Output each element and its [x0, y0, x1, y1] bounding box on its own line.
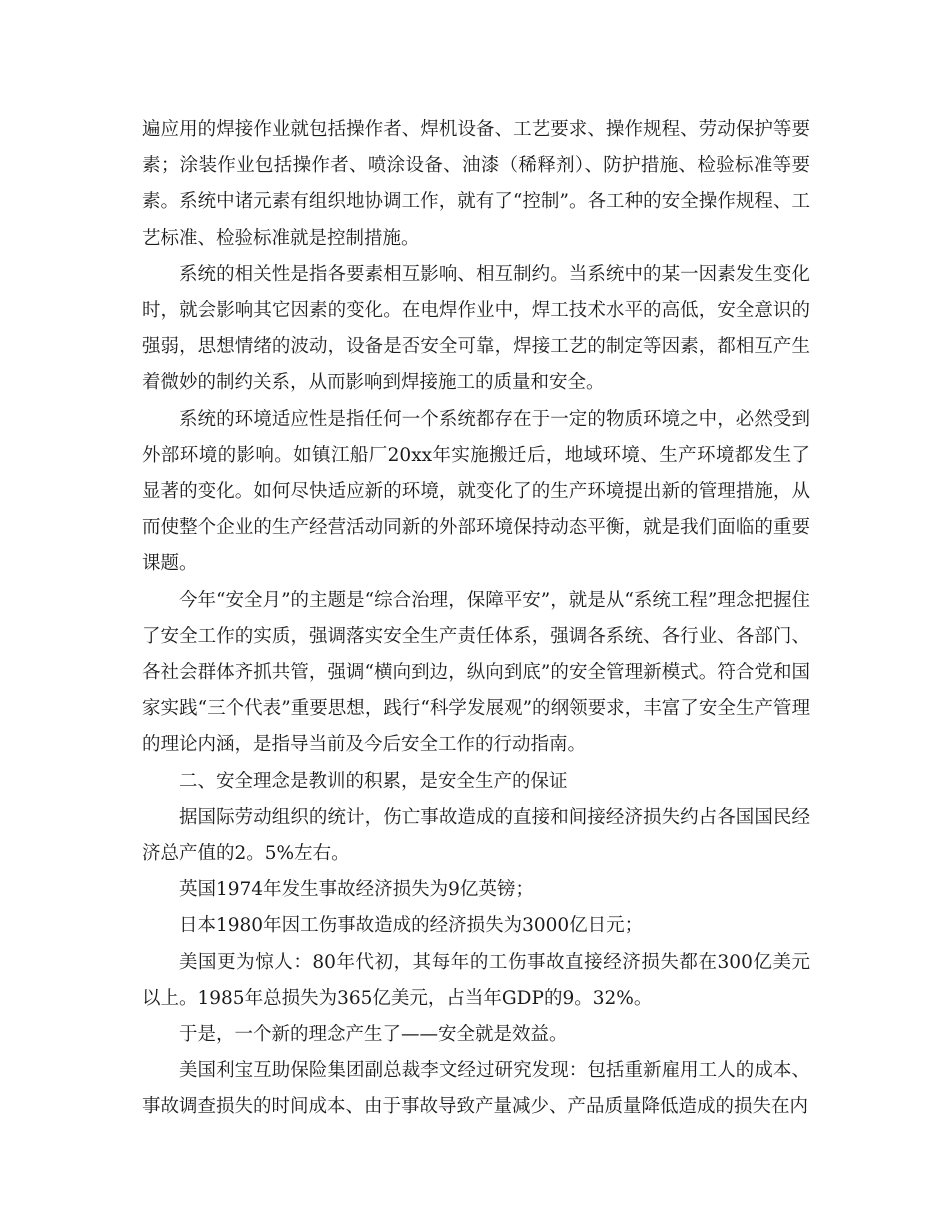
paragraph: 今年“安全月”的主题是“综合治理，保障平安”，就是从“系统工程”理念把握住了安全工作的实质，强调落实安全生产责任体系，强调各系统、各行业、各部门、各社会群体齐抓共管，强调“横向到边，纵向到底”的安全管理新模式。符合党和国家实践“三个代表”重要思想，践行“科学发展观”的纲领要求，丰富了安全生产管理的理论内涵，是指导当前及今后安全工作的行动指南。 [142, 589, 810, 756]
section-heading: 二、安全理念是教训的积累，是安全生产的保证 [179, 770, 568, 792]
paragraph: 于是，一个新的理念产生了——安全就是效益。 [179, 1024, 568, 1046]
paragraph: 遍应用的焊接作业就包括操作者、焊机设备、工艺要求、操作规程、劳动保护等要素；涂装作业包括操作者、喷涂设备、油漆（稀释剂）、防护措施、检验标准等要素。系统中诸元素有组织地协调工作，就有了“控制”。各工种的安全操作规程、工艺标准、检验标准就是控制措施。 [142, 119, 810, 249]
document-body [142, 112, 810, 1126]
paragraph: 系统的相关性是指各要素相互影响、相互制约。当系统中的某一因素发生变化时，就会影响其它因素的变化。在电焊作业中，焊工技术水平的高低，安全意识的强弱，思想情绪的波动，设备是否安全可靠，焊接工艺的制定等因素，都相互产生着微妙的制约关系，从而影响到焊接施工的质量和安全。 [142, 263, 810, 394]
paragraph: 英国1974年发生事故经济损失为9亿英镑； [179, 879, 534, 901]
paragraph: 据国际劳动组织的统计，伤亡事故造成的直接和间接经济损失约占各国国民经济总产值的2。5%左右。 [142, 806, 810, 865]
paragraph: 美国更为惊人：80年代初，其每年的工伤事故直接经济损失都在300亿美元以上。1985年总损失为365亿美元，占当年GDP的9。32%。 [142, 951, 810, 1009]
paragraph: 系统的环境适应性是指任何一个系统都存在于一定的物质环境之中，必然受到外部环境的影响。如镇江船厂20xx年实施搬迁后，地域环境、生产环境都发生了显著的变化。如何尽快适应新的环境，就变化了的生产环境提出新的管理措施，从而使整个企业的生产经营活动同新的外部环境保持动态平衡，就是我们面临的重要课题。 [142, 408, 810, 575]
paragraph: 美国利宝互助保险集团副总裁李文经过研究发现：包括重新雇用工人的成本、事故调查损失的时间成本、由于事故导致产量减少、产品质量降低造成的损失在内 [142, 1060, 810, 1118]
paragraph: 日本1980年因工伤事故造成的经济损失为3000亿日元； [179, 915, 644, 937]
